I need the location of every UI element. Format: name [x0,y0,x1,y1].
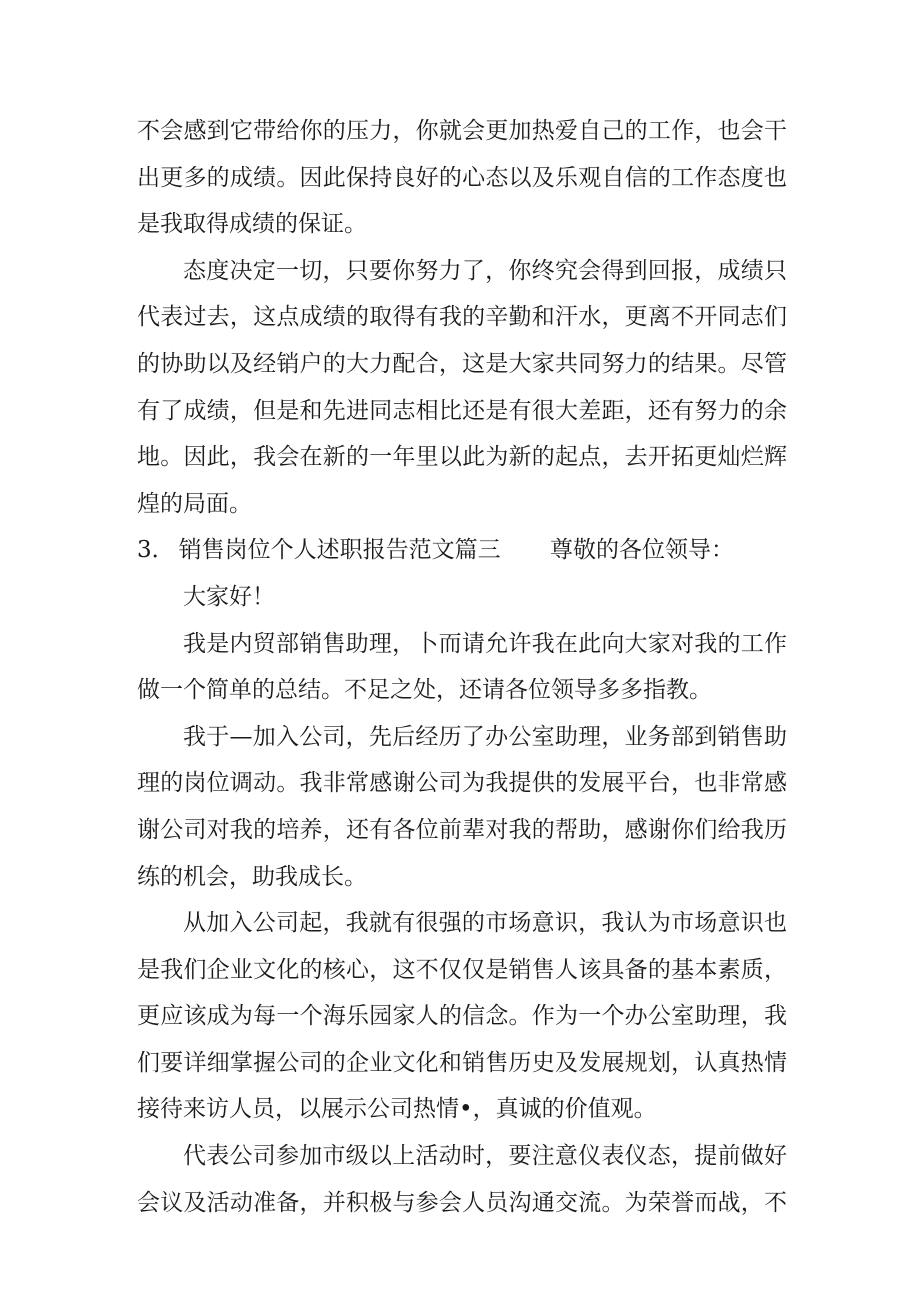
paragraph-line: 是我们企业文化的核心，这不仅仅是销售人该具备的基本素质， [137,956,787,983]
paragraph-line: 煌的局面。 [137,490,252,517]
heading-salutation: 尊敬的各位领导： [550,537,734,564]
paragraph-line: 态度决定一切，只要你努力了，你终究会得到回报，成绩只 [183,257,787,284]
paragraph-line: 代表公司参加市级以上活动时，要注意仪表仪态，提前做好 [183,1143,787,1170]
paragraph-line: 我是内贸部销售助理，卜而请允许我在此向大家对我的工作 [183,630,787,657]
paragraph-line: 谢公司对我的培养，还有各位前辈对我的帮助，感谢你们给我历 [137,816,787,843]
paragraph-line: 做一个简单的总结。不足之处，还请各位领导多多指教。 [137,677,712,704]
paragraph-line: 更应该成为每一个海乐园家人的信念。作为一个办公室助理，我 [137,1003,787,1030]
paragraph-line: 出更多的成绩。因此保持良好的心态以及乐观自信的工作态度也 [137,164,787,191]
paragraph-line: 地。因此，我会在新的一年里以此为新的起点，去开拓更灿烂辉 [137,444,787,471]
paragraph-line: 理的岗位调动。我非常感谢公司为我提供的发展平台，也非常感 [137,770,787,797]
paragraph-line: 从加入公司起，我就有很强的市场意识，我认为市场意识也 [183,910,787,937]
heading-left [137,527,501,574]
paragraph-line: 不会感到它带给你的压力，你就会更加热爱自己的工作，也会干 [137,118,787,144]
paragraph-line: 接待来访人员，以展示公司热情•，真诚的价值观。 [137,1096,657,1123]
paragraph-line: 会议及活动准备，并积极与参会人员沟通交流。为荣誉而战，不 [137,1189,787,1216]
heading-title: 销售岗位个人述职报告范文篇三 [178,537,501,564]
paragraph-line: 我于—加入公司，先后经历了办公室助理，业务部到销售助 [183,723,787,750]
paragraph-line: 是我取得成绩的保证。 [137,211,367,238]
heading-number: 3． [137,537,175,564]
paragraph-line: 的协助以及经销户的大力配合，这是大家共同努力的结果。尽管 [137,350,787,377]
document-body [137,108,787,1226]
section-heading [137,527,787,574]
paragraph-line: 们要详细掌握公司的企业文化和销售历史及发展规划，认真热情 [137,1049,787,1076]
paragraph-line: 代表过去，这点成绩的取得有我的辛勤和汗水，更离不开同志们 [137,304,787,331]
paragraph-line: 有了成绩，但是和先进同志相比还是有很大差距，还有努力的余 [137,397,787,424]
greeting: 大家好！ [183,583,275,610]
paragraph-line: 练的机会，助我成长。 [137,863,367,890]
